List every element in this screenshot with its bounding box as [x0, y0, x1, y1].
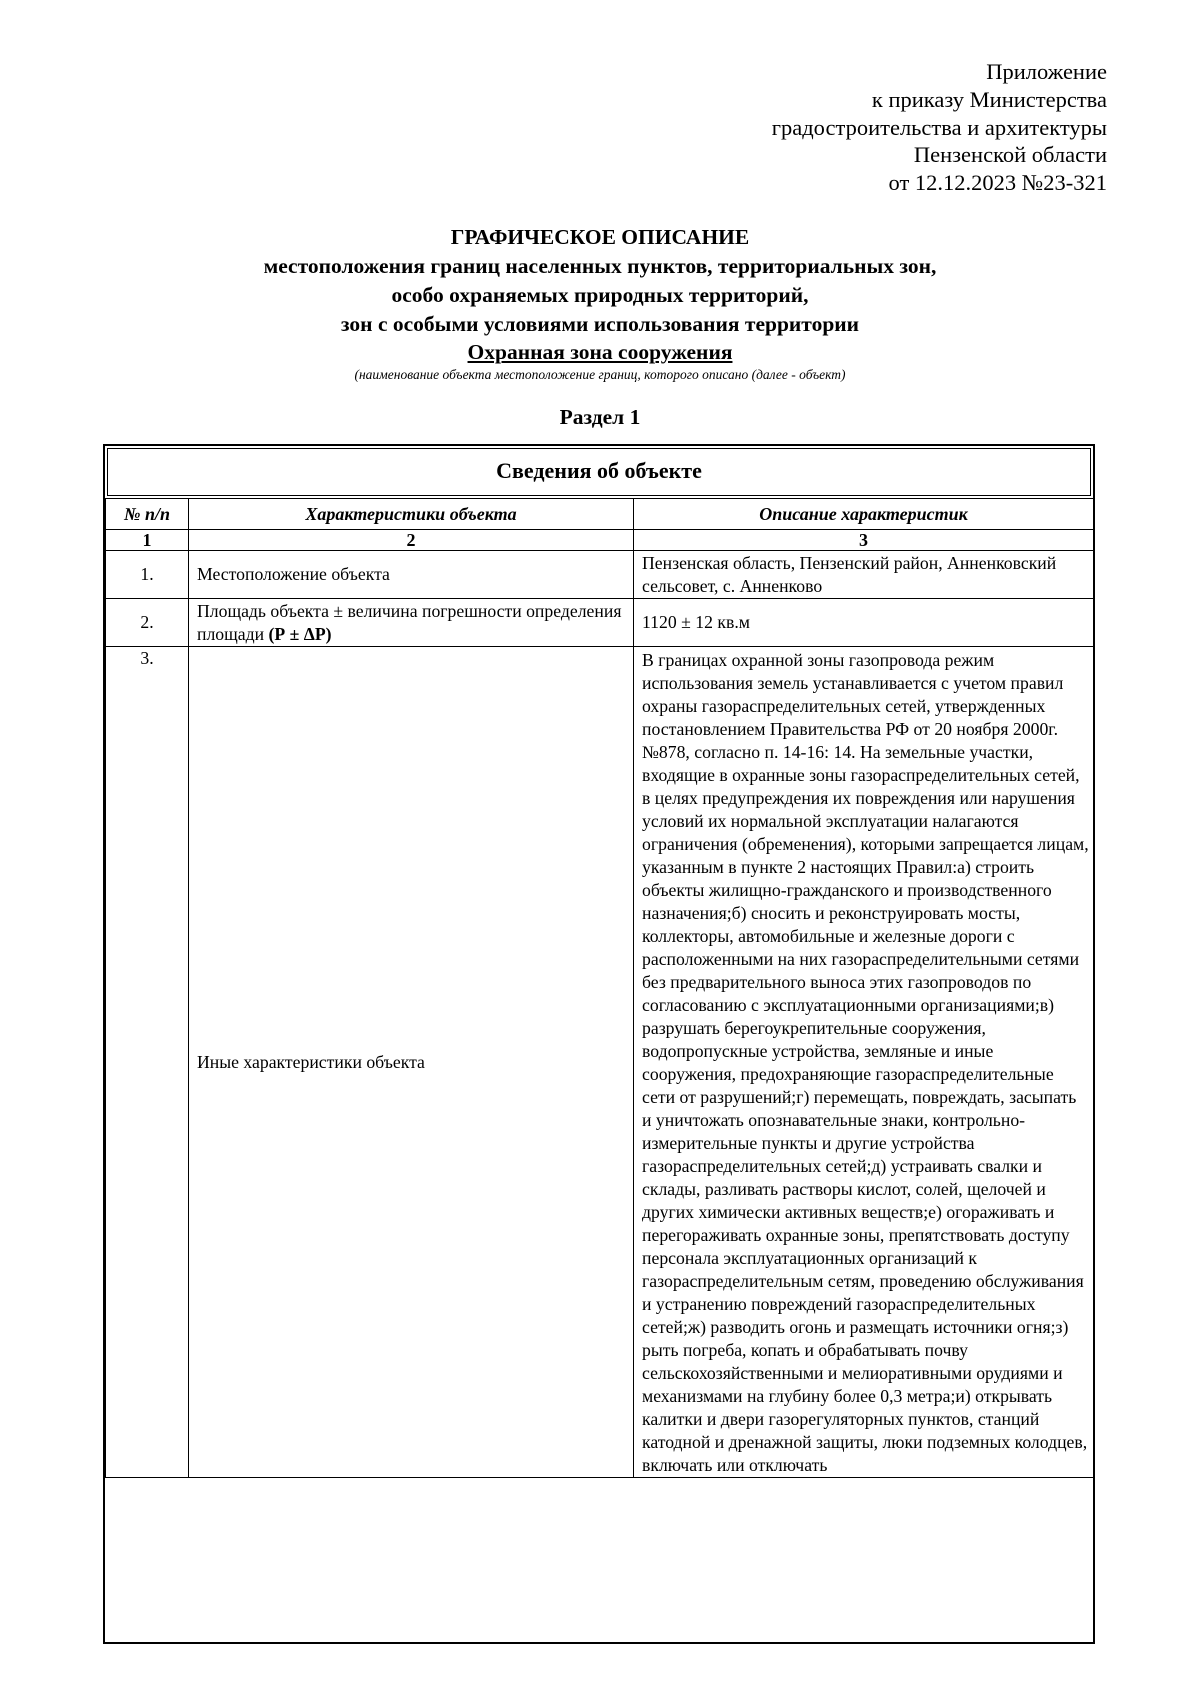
header-row-number: № п/п [106, 499, 189, 530]
document-subtitle-line-2: особо охраняемых природных территорий, [391, 283, 809, 307]
approval-line-appendix: Приложение [986, 59, 1107, 84]
row-number: 3. [106, 647, 189, 1478]
row-number: 1. [106, 551, 189, 599]
area-formula: (Р ± ΔР) [268, 623, 332, 644]
row-number: 2. [106, 599, 189, 647]
approval-line-ministry: градостроительства и архитектуры [771, 114, 1107, 140]
approval-line-region: Пензенской области [913, 142, 1107, 168]
column-number-2: 2 [189, 530, 634, 551]
row-characteristic [189, 599, 634, 647]
row-description: 1120 ± 12 кв.м [634, 599, 1094, 647]
column-number-1: 1 [106, 530, 189, 551]
section-title: Раздел 1 [559, 405, 641, 429]
table-row [106, 599, 1094, 647]
approval-line-order: к приказу Министерства [871, 86, 1107, 112]
row-characteristic: Местоположение объекта [189, 551, 634, 599]
approval-block [507, 58, 1107, 197]
table-header-row [106, 499, 1094, 530]
title-block [100, 223, 1100, 385]
column-number-row [106, 530, 1094, 551]
row-description: В границах охранной зоны газопровода режим использования земель устанавливается с учетом правил охраны газораспределительных сетей, утвержденных постановлением Правительства РФ от 20 ноября 2000г. №878, согласно п. 14-16: 14. На земельные участки, входящие в охранные зоны газораспределительных сетей, в целях предупреждения их повреждения или нарушения условий их нормальной эксплуатации налагаются ограничения (обременения), которыми запрещается лицам, указанным в пункте 2 настоящих Правил:а) строить объекты жилищно-гражданского и производственного назначения;б) сносить и реконструировать мосты, коллекторы, автомобильные и железные дороги с расположенными на них газораспределительными сетями без предварительного выноса этих газопроводов по согласованию с эксплуатационными организациями;в) разрушать берегоукрепительные сооружения, водопропускные устройства, земляные и иные сооружения, предохраняющие газораспределительные сети от разрушений;г) перемещать, повреждать, засыпать и уничтожать опознавательные знаки, контрольно-измерительные пункты и другие устройства газораспределительных сетей;д) устраивать свалки и склады, разливать растворы кислот, солей, щелочей и других химически активных веществ;е) огораживать и перегораживать охранные зоны, препятствовать доступу персонала эксплуатационных организаций к газораспределительным сетям, проведению обслуживания и устранению повреждений газораспределительных сетей;ж) разводить огонь и размещать источники огня;з) рыть погреба, копать и обрабатывать почву сельскохозяйственными и мелиоративными орудиями и механизмами на глубину более 0,3 метра;и) открывать калитки и двери газорегуляторных пунктов, станций катодной и дренажной защиты, люки подземных колодцев, включать или отключать [634, 647, 1094, 1478]
object-info-table [105, 498, 1094, 1478]
row-description: Пензенская область, Пензенский район, Анненковский сельсовет, с. Анненково [634, 551, 1094, 599]
document-subtitle-line-3: зон с особыми условиями использования территории [340, 312, 860, 336]
object-name-hint: (наименование объекта местоположение границ, которого описано (далее - объект) [354, 367, 846, 382]
document-subtitle-line-1: местоположения границ населенных пунктов, территориальных зон, [263, 254, 937, 278]
approval-line-date-number: от 12.12.2023 №23-321 [888, 170, 1107, 196]
table-row [106, 551, 1094, 599]
area-label: Площадь объекта ± величина погрешности определения площади [197, 600, 622, 644]
header-description: Описание характеристик [634, 499, 1094, 530]
table-row [106, 647, 1094, 1478]
header-characteristics: Характеристики объекта [189, 499, 634, 530]
row-characteristic: Иные характеристики объекта [189, 647, 634, 1478]
table-caption: Сведения об объекте [107, 448, 1091, 496]
object-info-table-frame [103, 444, 1095, 1644]
document-title: ГРАФИЧЕСКОЕ ОПИСАНИЕ [450, 225, 750, 249]
column-number-3: 3 [634, 530, 1094, 551]
object-name: Охранная зона сооружения [467, 340, 733, 364]
